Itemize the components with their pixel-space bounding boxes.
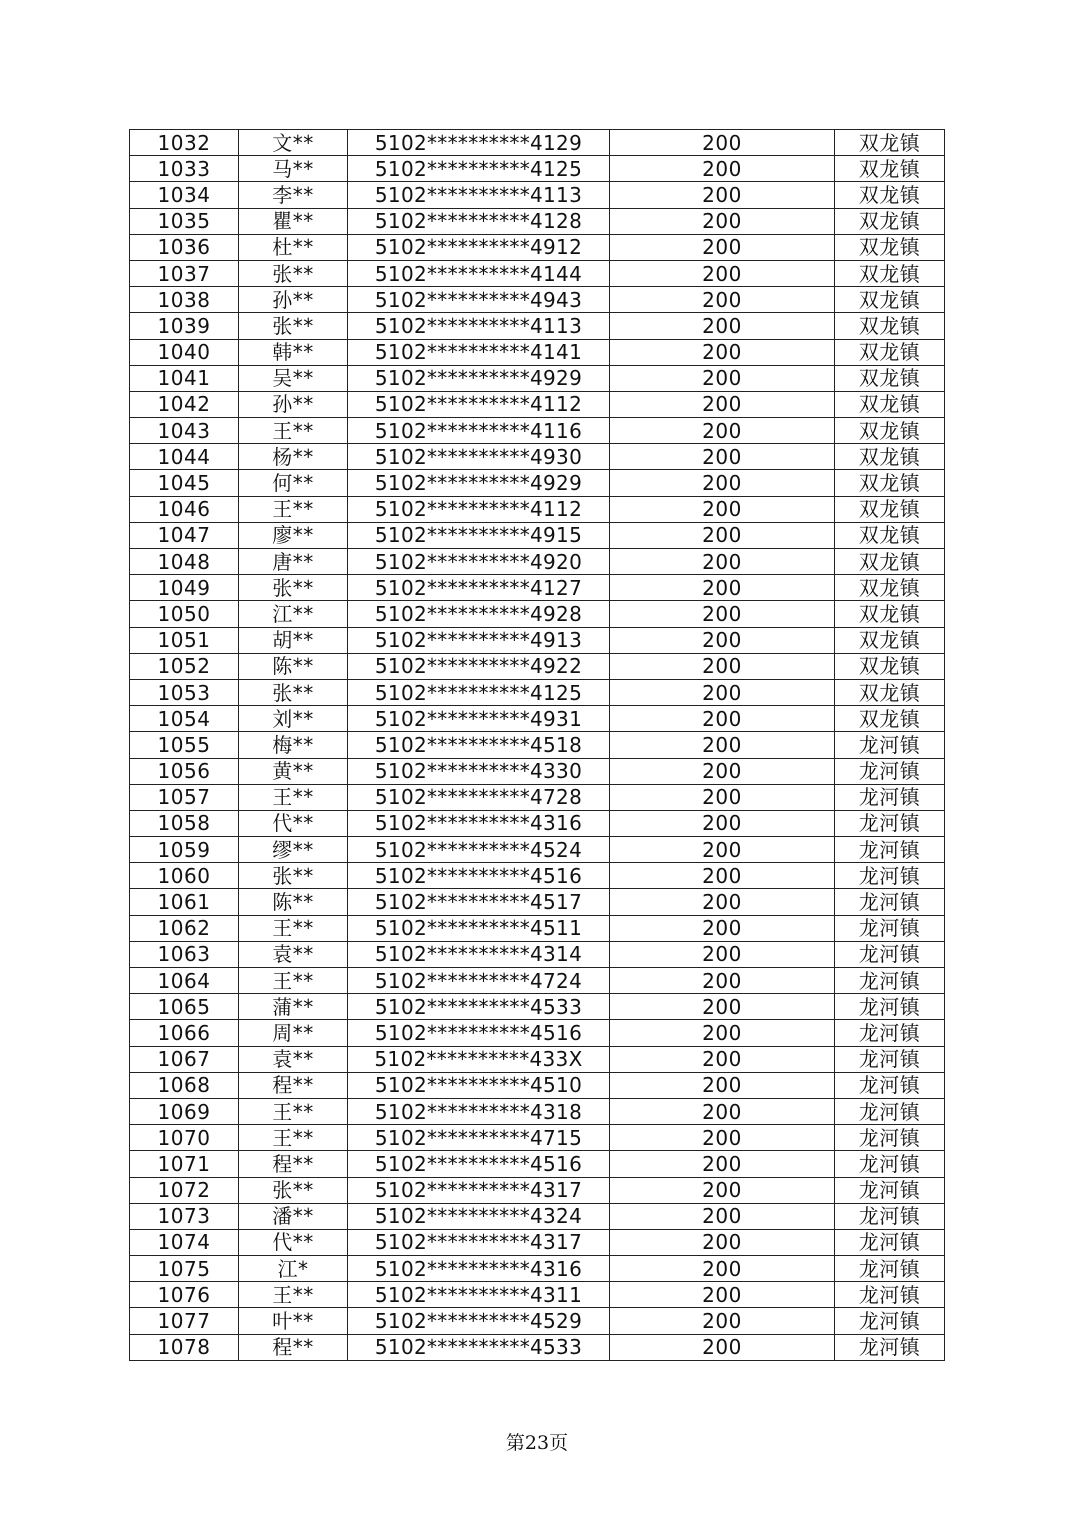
amount-cell: 200 [610, 182, 835, 208]
amount-cell: 200 [610, 444, 835, 470]
township-cell: 龙河镇 [835, 915, 945, 941]
amount-cell: 200 [610, 470, 835, 496]
table-row [130, 994, 945, 1020]
township-cell: 龙河镇 [835, 1229, 945, 1255]
township-cell: 双龙镇 [835, 444, 945, 470]
row-number-cell: 1043 [130, 418, 239, 444]
table-row [130, 758, 945, 784]
id-number-cell: 5102**********4113 [348, 313, 610, 339]
person-name-cell: 李** [239, 182, 348, 208]
township-cell: 双龙镇 [835, 706, 945, 732]
amount-cell: 200 [610, 234, 835, 260]
record-table-body [130, 130, 945, 1361]
amount-cell: 200 [610, 968, 835, 994]
person-name-cell: 韩** [239, 339, 348, 365]
township-cell: 双龙镇 [835, 575, 945, 601]
id-number-cell: 5102**********4141 [348, 339, 610, 365]
table-row [130, 182, 945, 208]
township-cell: 龙河镇 [835, 1256, 945, 1282]
amount-cell: 200 [610, 653, 835, 679]
person-name-cell: 江** [239, 601, 348, 627]
row-number-cell: 1063 [130, 941, 239, 967]
table-row [130, 1098, 945, 1124]
id-number-cell: 5102**********4316 [348, 1256, 610, 1282]
id-number-cell: 5102**********4330 [348, 758, 610, 784]
id-number-cell: 5102**********4324 [348, 1203, 610, 1229]
person-name-cell: 程** [239, 1151, 348, 1177]
person-name-cell: 王** [239, 496, 348, 522]
table-row [130, 234, 945, 260]
person-name-cell: 胡** [239, 627, 348, 653]
id-number-cell: 5102**********4529 [348, 1308, 610, 1334]
person-name-cell: 王** [239, 915, 348, 941]
id-number-cell: 5102**********4314 [348, 941, 610, 967]
amount-cell: 200 [610, 601, 835, 627]
id-number-cell: 5102**********4728 [348, 784, 610, 810]
person-name-cell: 王** [239, 418, 348, 444]
table-row [130, 968, 945, 994]
row-number-cell: 1070 [130, 1125, 239, 1151]
amount-cell: 200 [610, 758, 835, 784]
person-name-cell: 文** [239, 130, 348, 156]
amount-cell: 200 [610, 1125, 835, 1151]
township-cell: 双龙镇 [835, 496, 945, 522]
table-row [130, 889, 945, 915]
township-cell: 龙河镇 [835, 784, 945, 810]
table-row [130, 915, 945, 941]
row-number-cell: 1056 [130, 758, 239, 784]
amount-cell: 200 [610, 1282, 835, 1308]
township-cell: 双龙镇 [835, 182, 945, 208]
row-number-cell: 1054 [130, 706, 239, 732]
person-name-cell: 何** [239, 470, 348, 496]
township-cell: 龙河镇 [835, 732, 945, 758]
township-cell: 双龙镇 [835, 418, 945, 444]
row-number-cell: 1055 [130, 732, 239, 758]
id-number-cell: 5102**********4516 [348, 863, 610, 889]
township-cell: 龙河镇 [835, 968, 945, 994]
id-number-cell: 5102**********4922 [348, 653, 610, 679]
person-name-cell: 陈** [239, 889, 348, 915]
amount-cell: 200 [610, 1046, 835, 1072]
person-name-cell: 张** [239, 679, 348, 705]
id-number-cell: 5102**********4129 [348, 130, 610, 156]
table-row [130, 575, 945, 601]
table-row [130, 627, 945, 653]
township-cell: 双龙镇 [835, 470, 945, 496]
row-number-cell: 1048 [130, 549, 239, 575]
person-name-cell: 袁** [239, 941, 348, 967]
id-number-cell: 5102**********4311 [348, 1282, 610, 1308]
person-name-cell: 廖** [239, 522, 348, 548]
row-number-cell: 1033 [130, 156, 239, 182]
table-row [130, 1334, 945, 1360]
row-number-cell: 1049 [130, 575, 239, 601]
id-number-cell: 5102**********433X [348, 1046, 610, 1072]
id-number-cell: 5102**********4510 [348, 1072, 610, 1098]
table-row [130, 601, 945, 627]
person-name-cell: 代** [239, 810, 348, 836]
amount-cell: 200 [610, 391, 835, 417]
row-number-cell: 1062 [130, 915, 239, 941]
township-cell: 龙河镇 [835, 1334, 945, 1360]
person-name-cell: 张** [239, 1177, 348, 1203]
amount-cell: 200 [610, 994, 835, 1020]
table-row [130, 653, 945, 679]
amount-cell: 200 [610, 339, 835, 365]
township-cell: 双龙镇 [835, 130, 945, 156]
id-number-cell: 5102**********4715 [348, 1125, 610, 1151]
id-number-cell: 5102**********4516 [348, 1020, 610, 1046]
row-number-cell: 1047 [130, 522, 239, 548]
id-number-cell: 5102**********4511 [348, 915, 610, 941]
table-row [130, 1177, 945, 1203]
township-cell: 龙河镇 [835, 837, 945, 863]
township-cell: 龙河镇 [835, 758, 945, 784]
id-number-cell: 5102**********4128 [348, 208, 610, 234]
township-cell: 双龙镇 [835, 522, 945, 548]
amount-cell: 200 [610, 810, 835, 836]
row-number-cell: 1050 [130, 601, 239, 627]
id-number-cell: 5102**********4533 [348, 994, 610, 1020]
row-number-cell: 1064 [130, 968, 239, 994]
id-number-cell: 5102**********4920 [348, 549, 610, 575]
table-row [130, 313, 945, 339]
table-row [130, 1020, 945, 1046]
amount-cell: 200 [610, 1177, 835, 1203]
person-name-cell: 吴** [239, 365, 348, 391]
person-name-cell: 孙** [239, 287, 348, 313]
township-cell: 双龙镇 [835, 156, 945, 182]
row-number-cell: 1044 [130, 444, 239, 470]
amount-cell: 200 [610, 260, 835, 286]
row-number-cell: 1060 [130, 863, 239, 889]
row-number-cell: 1046 [130, 496, 239, 522]
row-number-cell: 1032 [130, 130, 239, 156]
id-number-cell: 5102**********4524 [348, 837, 610, 863]
person-name-cell: 孙** [239, 391, 348, 417]
township-cell: 龙河镇 [835, 1046, 945, 1072]
id-number-cell: 5102**********4518 [348, 732, 610, 758]
person-name-cell: 袁** [239, 1046, 348, 1072]
amount-cell: 200 [610, 496, 835, 522]
amount-cell: 200 [610, 418, 835, 444]
table-row [130, 1308, 945, 1334]
table-row [130, 1203, 945, 1229]
amount-cell: 200 [610, 941, 835, 967]
table-row [130, 470, 945, 496]
id-number-cell: 5102**********4930 [348, 444, 610, 470]
township-cell: 双龙镇 [835, 679, 945, 705]
id-number-cell: 5102**********4533 [348, 1334, 610, 1360]
table-row [130, 679, 945, 705]
person-name-cell: 王** [239, 784, 348, 810]
person-name-cell: 刘** [239, 706, 348, 732]
row-number-cell: 1074 [130, 1229, 239, 1255]
table-row [130, 1282, 945, 1308]
row-number-cell: 1034 [130, 182, 239, 208]
id-number-cell: 5102**********4318 [348, 1098, 610, 1124]
person-name-cell: 潘** [239, 1203, 348, 1229]
person-name-cell: 叶** [239, 1308, 348, 1334]
person-name-cell: 蒲** [239, 994, 348, 1020]
row-number-cell: 1072 [130, 1177, 239, 1203]
row-number-cell: 1035 [130, 208, 239, 234]
row-number-cell: 1067 [130, 1046, 239, 1072]
person-name-cell: 黄** [239, 758, 348, 784]
row-number-cell: 1058 [130, 810, 239, 836]
table-row [130, 339, 945, 365]
person-name-cell: 代** [239, 1229, 348, 1255]
table-row [130, 418, 945, 444]
amount-cell: 200 [610, 1229, 835, 1255]
amount-cell: 200 [610, 1256, 835, 1282]
person-name-cell: 程** [239, 1072, 348, 1098]
row-number-cell: 1066 [130, 1020, 239, 1046]
person-name-cell: 王** [239, 1098, 348, 1124]
person-name-cell: 张** [239, 863, 348, 889]
id-number-cell: 5102**********4113 [348, 182, 610, 208]
id-number-cell: 5102**********4517 [348, 889, 610, 915]
person-name-cell: 王** [239, 1125, 348, 1151]
amount-cell: 200 [610, 732, 835, 758]
id-number-cell: 5102**********4931 [348, 706, 610, 732]
row-number-cell: 1059 [130, 837, 239, 863]
township-cell: 龙河镇 [835, 1125, 945, 1151]
amount-cell: 200 [610, 1151, 835, 1177]
id-number-cell: 5102**********4929 [348, 470, 610, 496]
table-row [130, 1229, 945, 1255]
person-name-cell: 王** [239, 968, 348, 994]
person-name-cell: 梅** [239, 732, 348, 758]
township-cell: 双龙镇 [835, 313, 945, 339]
township-cell: 双龙镇 [835, 339, 945, 365]
amount-cell: 200 [610, 549, 835, 575]
township-cell: 龙河镇 [835, 994, 945, 1020]
person-name-cell: 张** [239, 260, 348, 286]
id-number-cell: 5102**********4929 [348, 365, 610, 391]
amount-cell: 200 [610, 287, 835, 313]
person-name-cell: 唐** [239, 549, 348, 575]
row-number-cell: 1061 [130, 889, 239, 915]
township-cell: 双龙镇 [835, 234, 945, 260]
table-row [130, 1072, 945, 1098]
table-row [130, 130, 945, 156]
township-cell: 龙河镇 [835, 863, 945, 889]
row-number-cell: 1076 [130, 1282, 239, 1308]
amount-cell: 200 [610, 1072, 835, 1098]
person-name-cell: 周** [239, 1020, 348, 1046]
person-name-cell: 杜** [239, 234, 348, 260]
id-number-cell: 5102**********4127 [348, 575, 610, 601]
table-row [130, 837, 945, 863]
row-number-cell: 1045 [130, 470, 239, 496]
township-cell: 双龙镇 [835, 627, 945, 653]
township-cell: 双龙镇 [835, 391, 945, 417]
id-number-cell: 5102**********4943 [348, 287, 610, 313]
id-number-cell: 5102**********4915 [348, 522, 610, 548]
township-cell: 双龙镇 [835, 653, 945, 679]
id-number-cell: 5102**********4912 [348, 234, 610, 260]
table-row [130, 706, 945, 732]
row-number-cell: 1036 [130, 234, 239, 260]
amount-cell: 200 [610, 679, 835, 705]
row-number-cell: 1073 [130, 1203, 239, 1229]
table-row [130, 496, 945, 522]
township-cell: 双龙镇 [835, 287, 945, 313]
table-row [130, 732, 945, 758]
township-cell: 双龙镇 [835, 549, 945, 575]
table-row [130, 810, 945, 836]
id-number-cell: 5102**********4144 [348, 260, 610, 286]
amount-cell: 200 [610, 130, 835, 156]
township-cell: 龙河镇 [835, 1308, 945, 1334]
table-row [130, 522, 945, 548]
row-number-cell: 1042 [130, 391, 239, 417]
amount-cell: 200 [610, 706, 835, 732]
id-number-cell: 5102**********4317 [348, 1177, 610, 1203]
table-row [130, 1046, 945, 1072]
township-cell: 龙河镇 [835, 1072, 945, 1098]
row-number-cell: 1069 [130, 1098, 239, 1124]
page-number: 第23页 [505, 1432, 569, 1454]
row-number-cell: 1039 [130, 313, 239, 339]
amount-cell: 200 [610, 837, 835, 863]
table-row [130, 863, 945, 889]
person-name-cell: 马** [239, 156, 348, 182]
table-row [130, 391, 945, 417]
amount-cell: 200 [610, 1308, 835, 1334]
amount-cell: 200 [610, 863, 835, 889]
township-cell: 双龙镇 [835, 260, 945, 286]
table-row [130, 1151, 945, 1177]
township-cell: 龙河镇 [835, 1203, 945, 1229]
table-row [130, 365, 945, 391]
row-number-cell: 1037 [130, 260, 239, 286]
person-name-cell: 王** [239, 1282, 348, 1308]
person-name-cell: 江* [239, 1256, 348, 1282]
row-number-cell: 1057 [130, 784, 239, 810]
amount-cell: 200 [610, 522, 835, 548]
id-number-cell: 5102**********4116 [348, 418, 610, 444]
amount-cell: 200 [610, 208, 835, 234]
table-row [130, 549, 945, 575]
person-name-cell: 程** [239, 1334, 348, 1360]
amount-cell: 200 [610, 365, 835, 391]
person-name-cell: 瞿** [239, 208, 348, 234]
township-cell: 龙河镇 [835, 1020, 945, 1046]
table-row [130, 287, 945, 313]
person-name-cell: 张** [239, 313, 348, 339]
row-number-cell: 1068 [130, 1072, 239, 1098]
amount-cell: 200 [610, 784, 835, 810]
table-row [130, 1256, 945, 1282]
township-cell: 龙河镇 [835, 810, 945, 836]
amount-cell: 200 [610, 575, 835, 601]
id-number-cell: 5102**********4316 [348, 810, 610, 836]
amount-cell: 200 [610, 1334, 835, 1360]
row-number-cell: 1053 [130, 679, 239, 705]
person-name-cell: 张** [239, 575, 348, 601]
id-number-cell: 5102**********4516 [348, 1151, 610, 1177]
township-cell: 龙河镇 [835, 889, 945, 915]
table-row [130, 941, 945, 967]
row-number-cell: 1051 [130, 627, 239, 653]
township-cell: 龙河镇 [835, 941, 945, 967]
row-number-cell: 1052 [130, 653, 239, 679]
row-number-cell: 1075 [130, 1256, 239, 1282]
id-number-cell: 5102**********4112 [348, 496, 610, 522]
township-cell: 龙河镇 [835, 1177, 945, 1203]
id-number-cell: 5102**********4112 [348, 391, 610, 417]
table-row [130, 444, 945, 470]
id-number-cell: 5102**********4125 [348, 156, 610, 182]
township-cell: 龙河镇 [835, 1151, 945, 1177]
amount-cell: 200 [610, 889, 835, 915]
person-name-cell: 杨** [239, 444, 348, 470]
table-row [130, 260, 945, 286]
amount-cell: 200 [610, 915, 835, 941]
row-number-cell: 1065 [130, 994, 239, 1020]
amount-cell: 200 [610, 1203, 835, 1229]
township-cell: 龙河镇 [835, 1282, 945, 1308]
row-number-cell: 1071 [130, 1151, 239, 1177]
row-number-cell: 1077 [130, 1308, 239, 1334]
id-number-cell: 5102**********4724 [348, 968, 610, 994]
table-row [130, 156, 945, 182]
amount-cell: 200 [610, 1098, 835, 1124]
id-number-cell: 5102**********4125 [348, 679, 610, 705]
township-cell: 双龙镇 [835, 601, 945, 627]
amount-cell: 200 [610, 1020, 835, 1046]
amount-cell: 200 [610, 627, 835, 653]
id-number-cell: 5102**********4317 [348, 1229, 610, 1255]
person-name-cell: 陈** [239, 653, 348, 679]
id-number-cell: 5102**********4913 [348, 627, 610, 653]
row-number-cell: 1041 [130, 365, 239, 391]
id-number-cell: 5102**********4928 [348, 601, 610, 627]
person-name-cell: 缪** [239, 837, 348, 863]
table-row [130, 1125, 945, 1151]
table-row [130, 784, 945, 810]
row-number-cell: 1078 [130, 1334, 239, 1360]
row-number-cell: 1040 [130, 339, 239, 365]
township-cell: 双龙镇 [835, 365, 945, 391]
amount-cell: 200 [610, 313, 835, 339]
row-number-cell: 1038 [130, 287, 239, 313]
record-table [129, 129, 945, 1361]
township-cell: 龙河镇 [835, 1098, 945, 1124]
amount-cell: 200 [610, 156, 835, 182]
township-cell: 双龙镇 [835, 208, 945, 234]
table-row [130, 208, 945, 234]
